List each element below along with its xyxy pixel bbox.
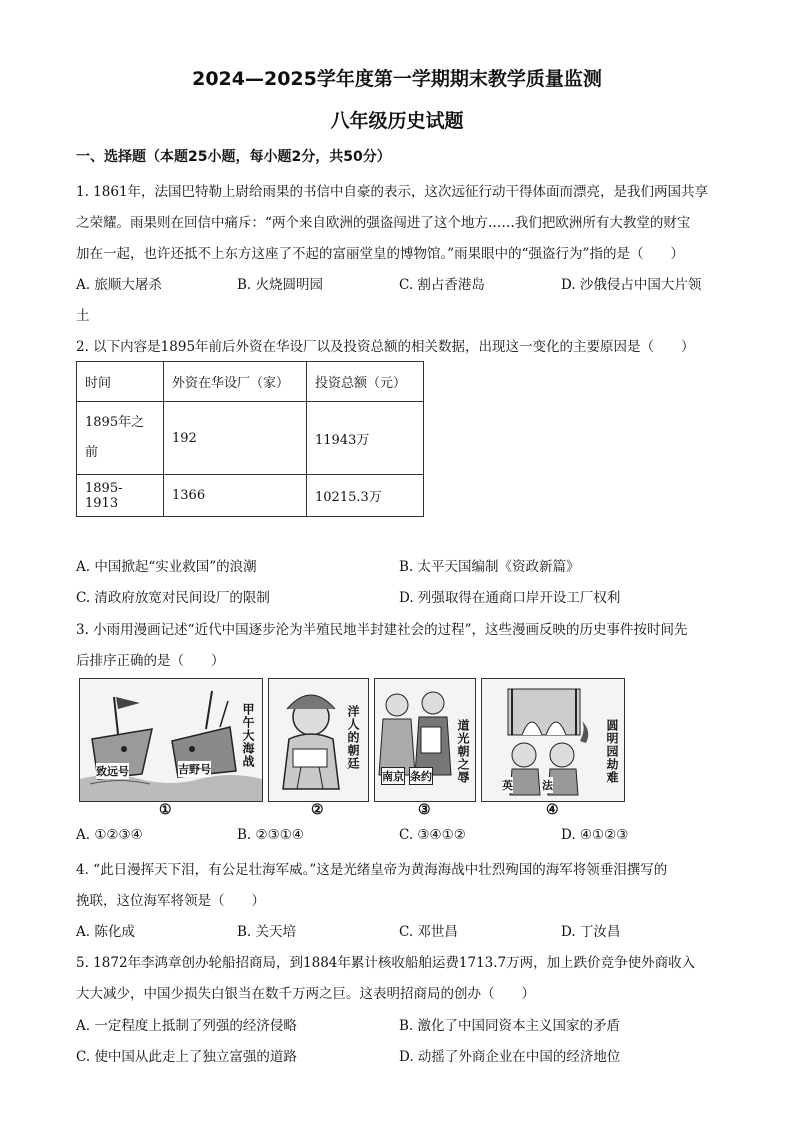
exam-subtitle: 八年级历史试题 (330, 110, 464, 132)
cartoon-strip (79, 678, 629, 820)
cartoon-1-caption: 甲午大海战 (241, 703, 255, 768)
q3-option-c[interactable]: C. ③④①② (399, 827, 466, 843)
section-heading: 一、选择题（本题25小题，每小题2分，共50分） (76, 149, 391, 165)
q1-option-a[interactable]: A. 旅顺大屠杀 (76, 277, 162, 293)
q1-line: 之荣耀。雨果则在回信中痛斥：“两个来自欧洲的强盗闯进了这个地方……我们把欧洲所有大教堂的财宝 (76, 215, 691, 231)
table-cell (77, 402, 164, 475)
table-cell: 10215.3万 (307, 475, 424, 517)
exam-title: 2024—2025学年度第一学期期末教学质量监测 (192, 68, 602, 90)
q5-option-b[interactable]: B. 激化了中国同资本主义国家的矛盾 (399, 1018, 621, 1034)
q2-option-a[interactable]: A. 中国掀起“实业救国”的浪潮 (76, 559, 257, 575)
q1-line: 1. 1861年，法国巴特勒上尉给雨果的书信中自豪的表示，这次远征行动干得体面而漂亮，是我们两国共享 (76, 184, 709, 200)
q2-stem: 2. 以下内容是1895年前后外资在华设厂以及投资总额的相关数据，出现这一变化的主要原因是（ ） (76, 339, 695, 355)
treaty-label: 条约 (409, 767, 433, 785)
cartoon-3-caption: 道光朝之辱 (456, 719, 470, 784)
cartoon-panel-3 (374, 678, 476, 802)
q3-option-b[interactable]: B. ②③①④ (237, 827, 304, 843)
table-header-cell: 外资在华设厂（家） (164, 362, 307, 402)
table-header-cell: 投资总额（元） (307, 362, 424, 402)
cartoon-panel-1 (79, 678, 263, 802)
table-cell: 11943万 (307, 402, 424, 475)
q5-option-d[interactable]: D. 动摇了外商企业在中国的经济地位 (399, 1049, 621, 1065)
investment-table (76, 361, 424, 517)
cartoon-panel-4 (481, 678, 625, 802)
france-label: 法 (542, 779, 553, 792)
q4-option-c[interactable]: C. 邓世昌 (399, 924, 458, 940)
q4-option-b[interactable]: B. 关天培 (237, 924, 297, 940)
table-cell: 1366 (164, 475, 307, 517)
cartoon-panel-2 (268, 678, 369, 802)
q5-option-a[interactable]: A. 一定程度上抵制了列强的经济侵略 (76, 1018, 297, 1034)
cartoon-number-3: ③ (418, 802, 431, 818)
q4-option-d[interactable]: D. 丁汝昌 (561, 924, 621, 940)
britain-label: 英 (502, 779, 513, 792)
q1-option-c[interactable]: C. 割占香港岛 (399, 277, 485, 293)
cartoon-2-caption: 洋人的朝廷 (346, 705, 360, 770)
table-cell: 1895-1913 (77, 475, 164, 517)
q2-option-c[interactable]: C. 清政府放宽对民间设厂的限制 (76, 590, 270, 606)
yoshino-ship-label: 吉野号 (178, 763, 211, 776)
q5-line: 5. 1872年李鸿章创办轮船招商局，到1884年累计核收船舶运费1713.7万两，加上跌价竞争使外商收入 (76, 955, 696, 971)
q3-option-a[interactable]: A. ①②③④ (76, 827, 143, 843)
q2-option-b[interactable]: B. 太平天国编制《资政新篇》 (399, 559, 580, 575)
q5-option-c[interactable]: C. 使中国从此走上了独立富强的道路 (76, 1049, 297, 1065)
q3-line: 后排序正确的是（ ） (76, 653, 225, 669)
q3-option-d[interactable]: D. ④①②③ (561, 827, 629, 843)
nanjing-label: 南京 (381, 767, 405, 785)
table-header-cell: 时间 (77, 362, 164, 402)
zhiyuan-ship-label: 致远号 (96, 765, 129, 778)
table-cell: 192 (164, 402, 307, 475)
warships-illustration (80, 679, 262, 801)
q4-line: 4. “此日漫挥天下泪，有公足壮海军威。”这是光绪皇帝为黄海海战中壮烈殉国的海军将领垂泪撰写的 (76, 862, 668, 878)
cartoon-number-2: ② (311, 802, 324, 818)
cartoon-4-caption: 圆明园劫难 (605, 719, 619, 784)
cartoon-number-1: ① (159, 802, 172, 818)
q2-option-d[interactable]: D. 列强取得在通商口岸开设工厂权利 (399, 590, 621, 606)
cartoon-number-4: ④ (546, 802, 559, 818)
q1-option-d-continued: 土 (76, 308, 90, 324)
table-cell-text: 1895年之前 (85, 415, 145, 460)
q1-option-d[interactable]: D. 沙俄侵占中国大片领 (561, 277, 702, 293)
q5-line: 大大减少，中国少损失白银当在数千万两之巨。这表明招商局的创办（ ） (76, 986, 535, 1002)
q4-option-a[interactable]: A. 陈化成 (76, 924, 135, 940)
q1-line: 加在一起，也许还抵不上东方这座了不起的富丽堂皇的博物馆。”雨果眼中的“强盗行为”指的是（ ） (76, 246, 684, 262)
q3-line: 3. 小雨用漫画记述“近代中国逐步沦为半殖民地半封建社会的过程”，这些漫画反映的历史事件按时间先 (76, 622, 688, 638)
q4-line: 挽联，这位海军将领是（ ） (76, 893, 265, 909)
q1-option-b[interactable]: B. 火烧圆明园 (237, 277, 324, 293)
